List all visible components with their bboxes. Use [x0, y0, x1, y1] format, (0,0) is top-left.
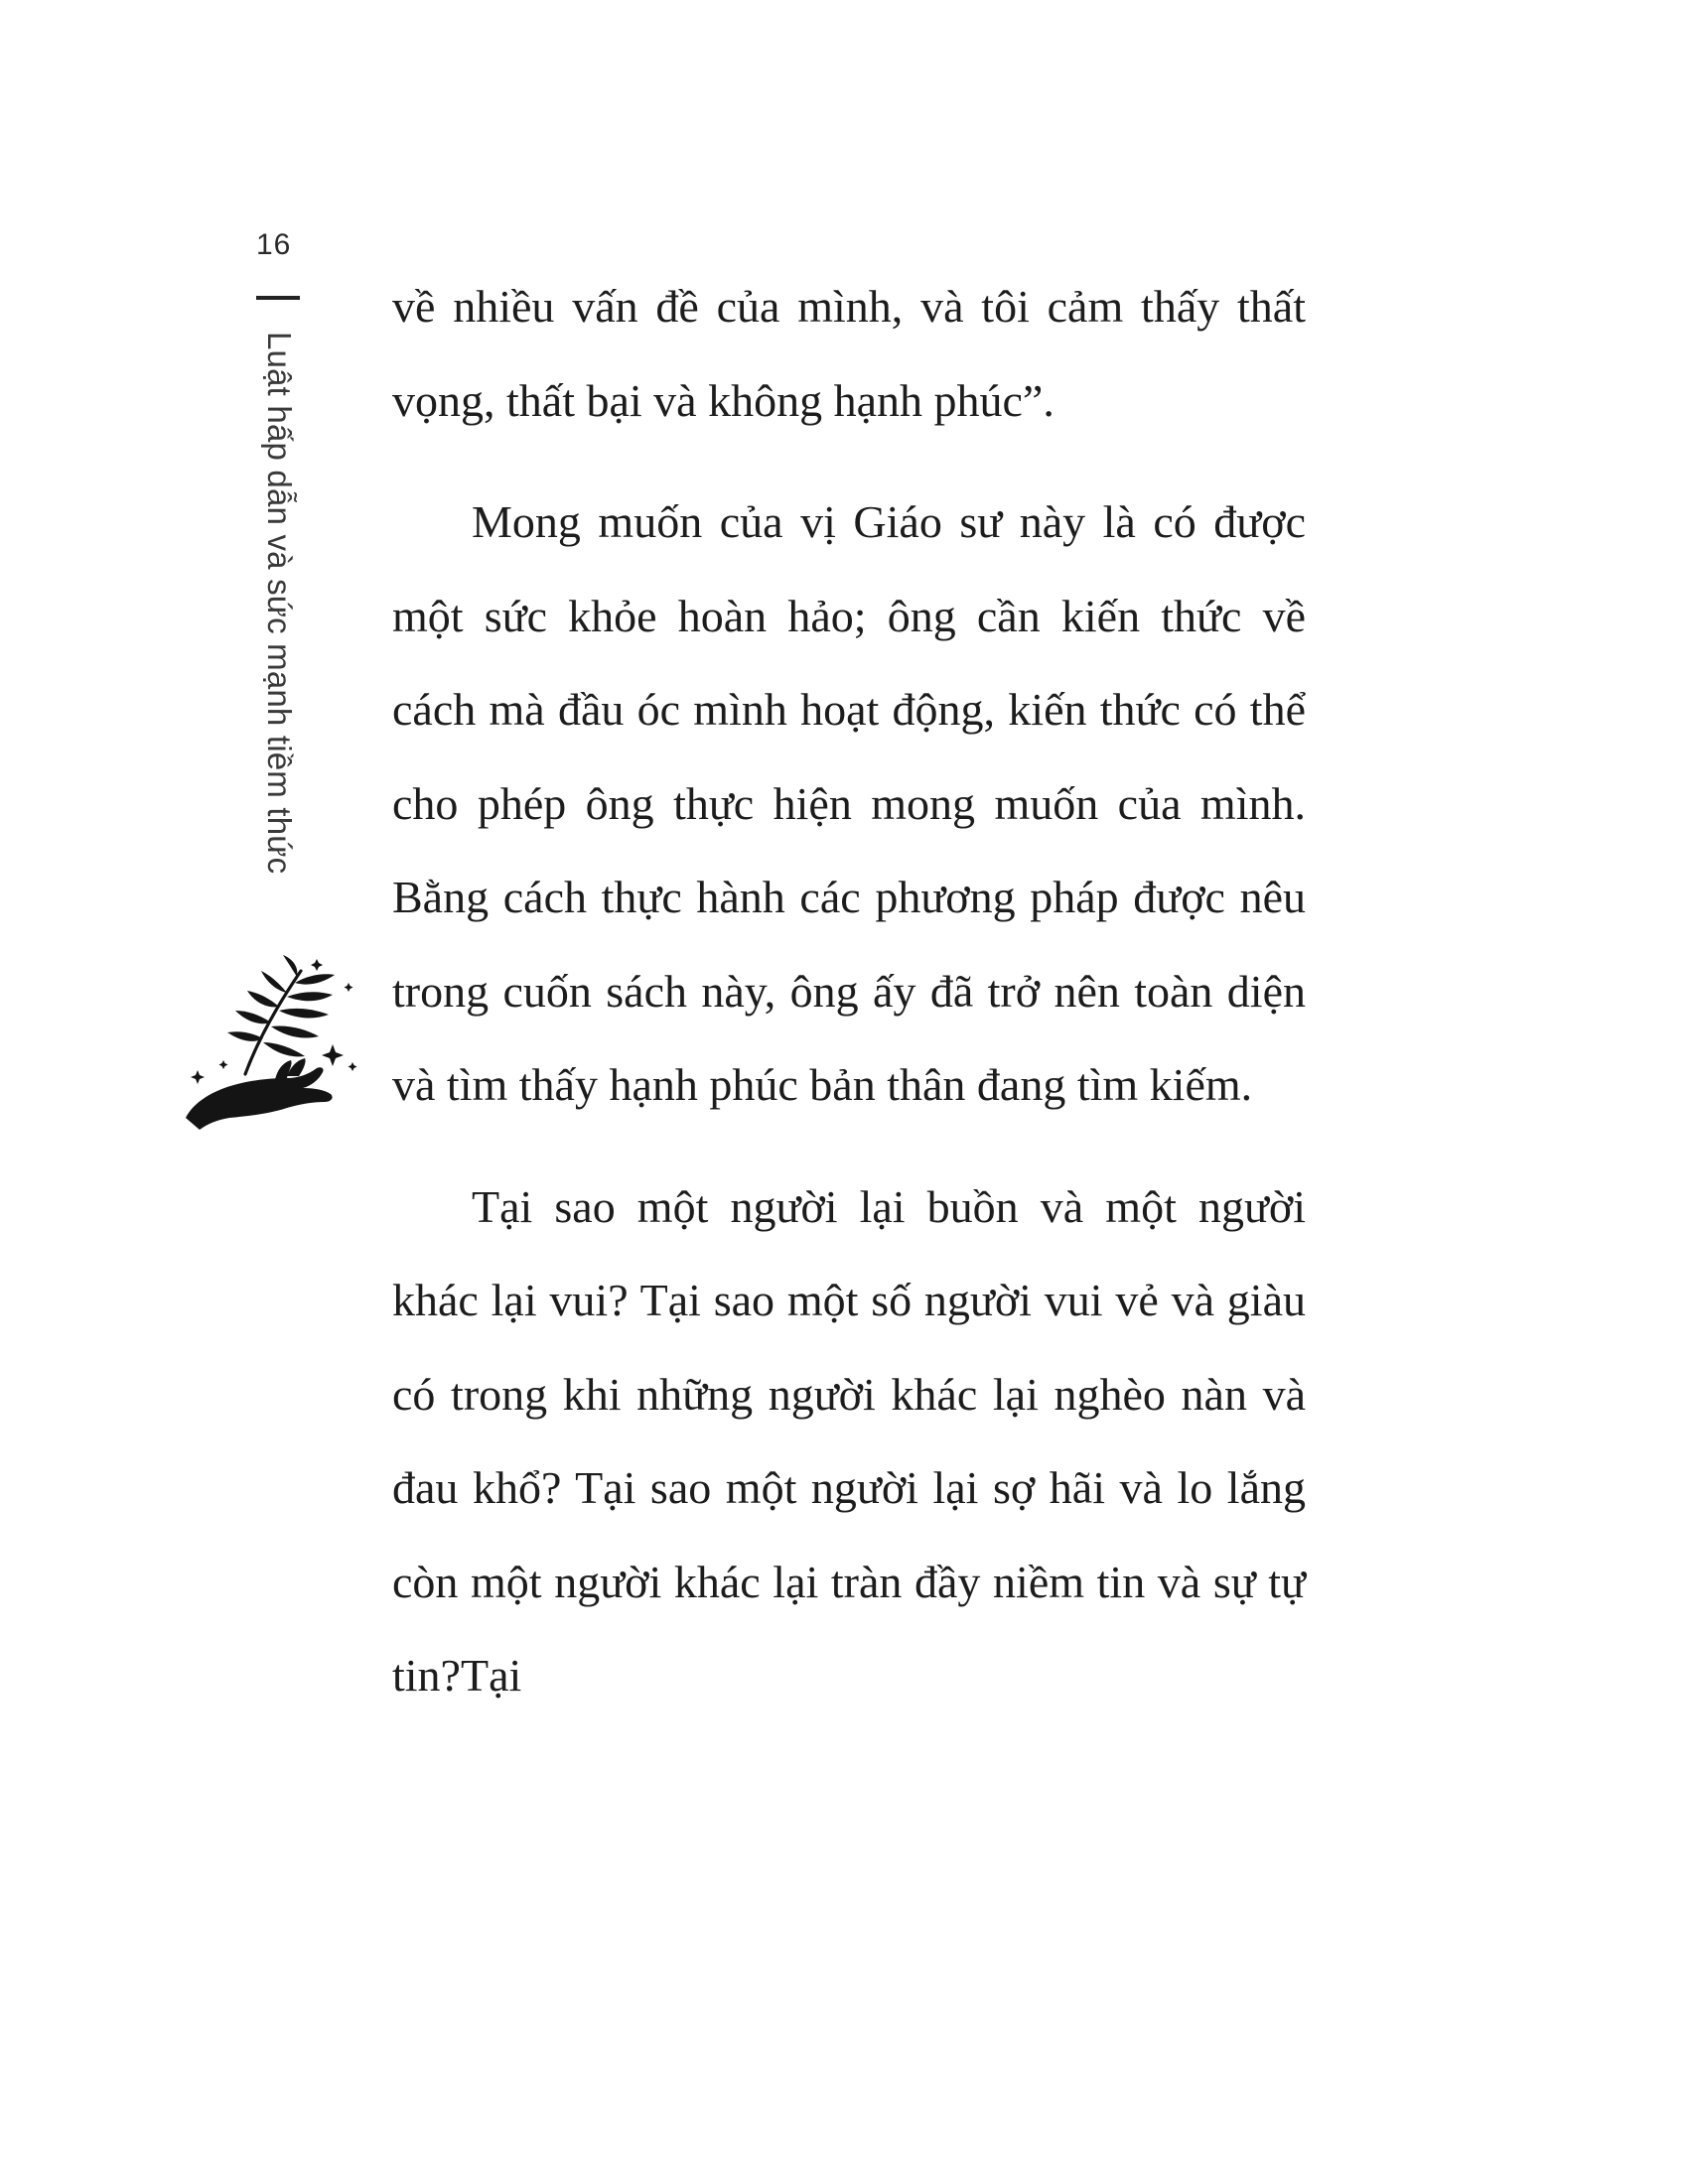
running-header-title: Luật hấp dẫn và sức mạnh tiềm thức — [261, 332, 298, 875]
hand-holding-leaf-icon — [184, 953, 362, 1132]
paragraph-continued: về nhiều vấn đề của mình, và tôi cảm thấy thất vọng, thất bại và không hạnh phúc”. — [392, 281, 1306, 426]
running-header-rule — [256, 296, 300, 300]
page-number: 16 — [256, 228, 292, 261]
body-text — [392, 260, 1306, 1723]
paragraph: Tại sao một người lại buồn và một người khác lại vui? Tại sao một số người vui vẻ và giàu có trong khi những người khác lại nghèo nàn và đau khổ? Tại sao một người lại sợ hãi và lo lắng còn một người khác lại tràn đầy niềm tin và sự tự tin?Tại — [392, 1180, 1306, 1701]
paragraph: Mong muốn của vị Giáo sư này là có được một sức khỏe hoàn hảo; ông cần kiến thức về cách mà đầu óc mình hoạt động, kiến thức có thể cho phép ông thực hiện mong muốn của mình. Bằng cách thực hành các phương pháp được nêu trong cuốn sách này, ông ấy đã trở nên toàn diện và tìm thấy hạnh phúc bản thân đang tìm kiếm. — [392, 496, 1306, 1110]
